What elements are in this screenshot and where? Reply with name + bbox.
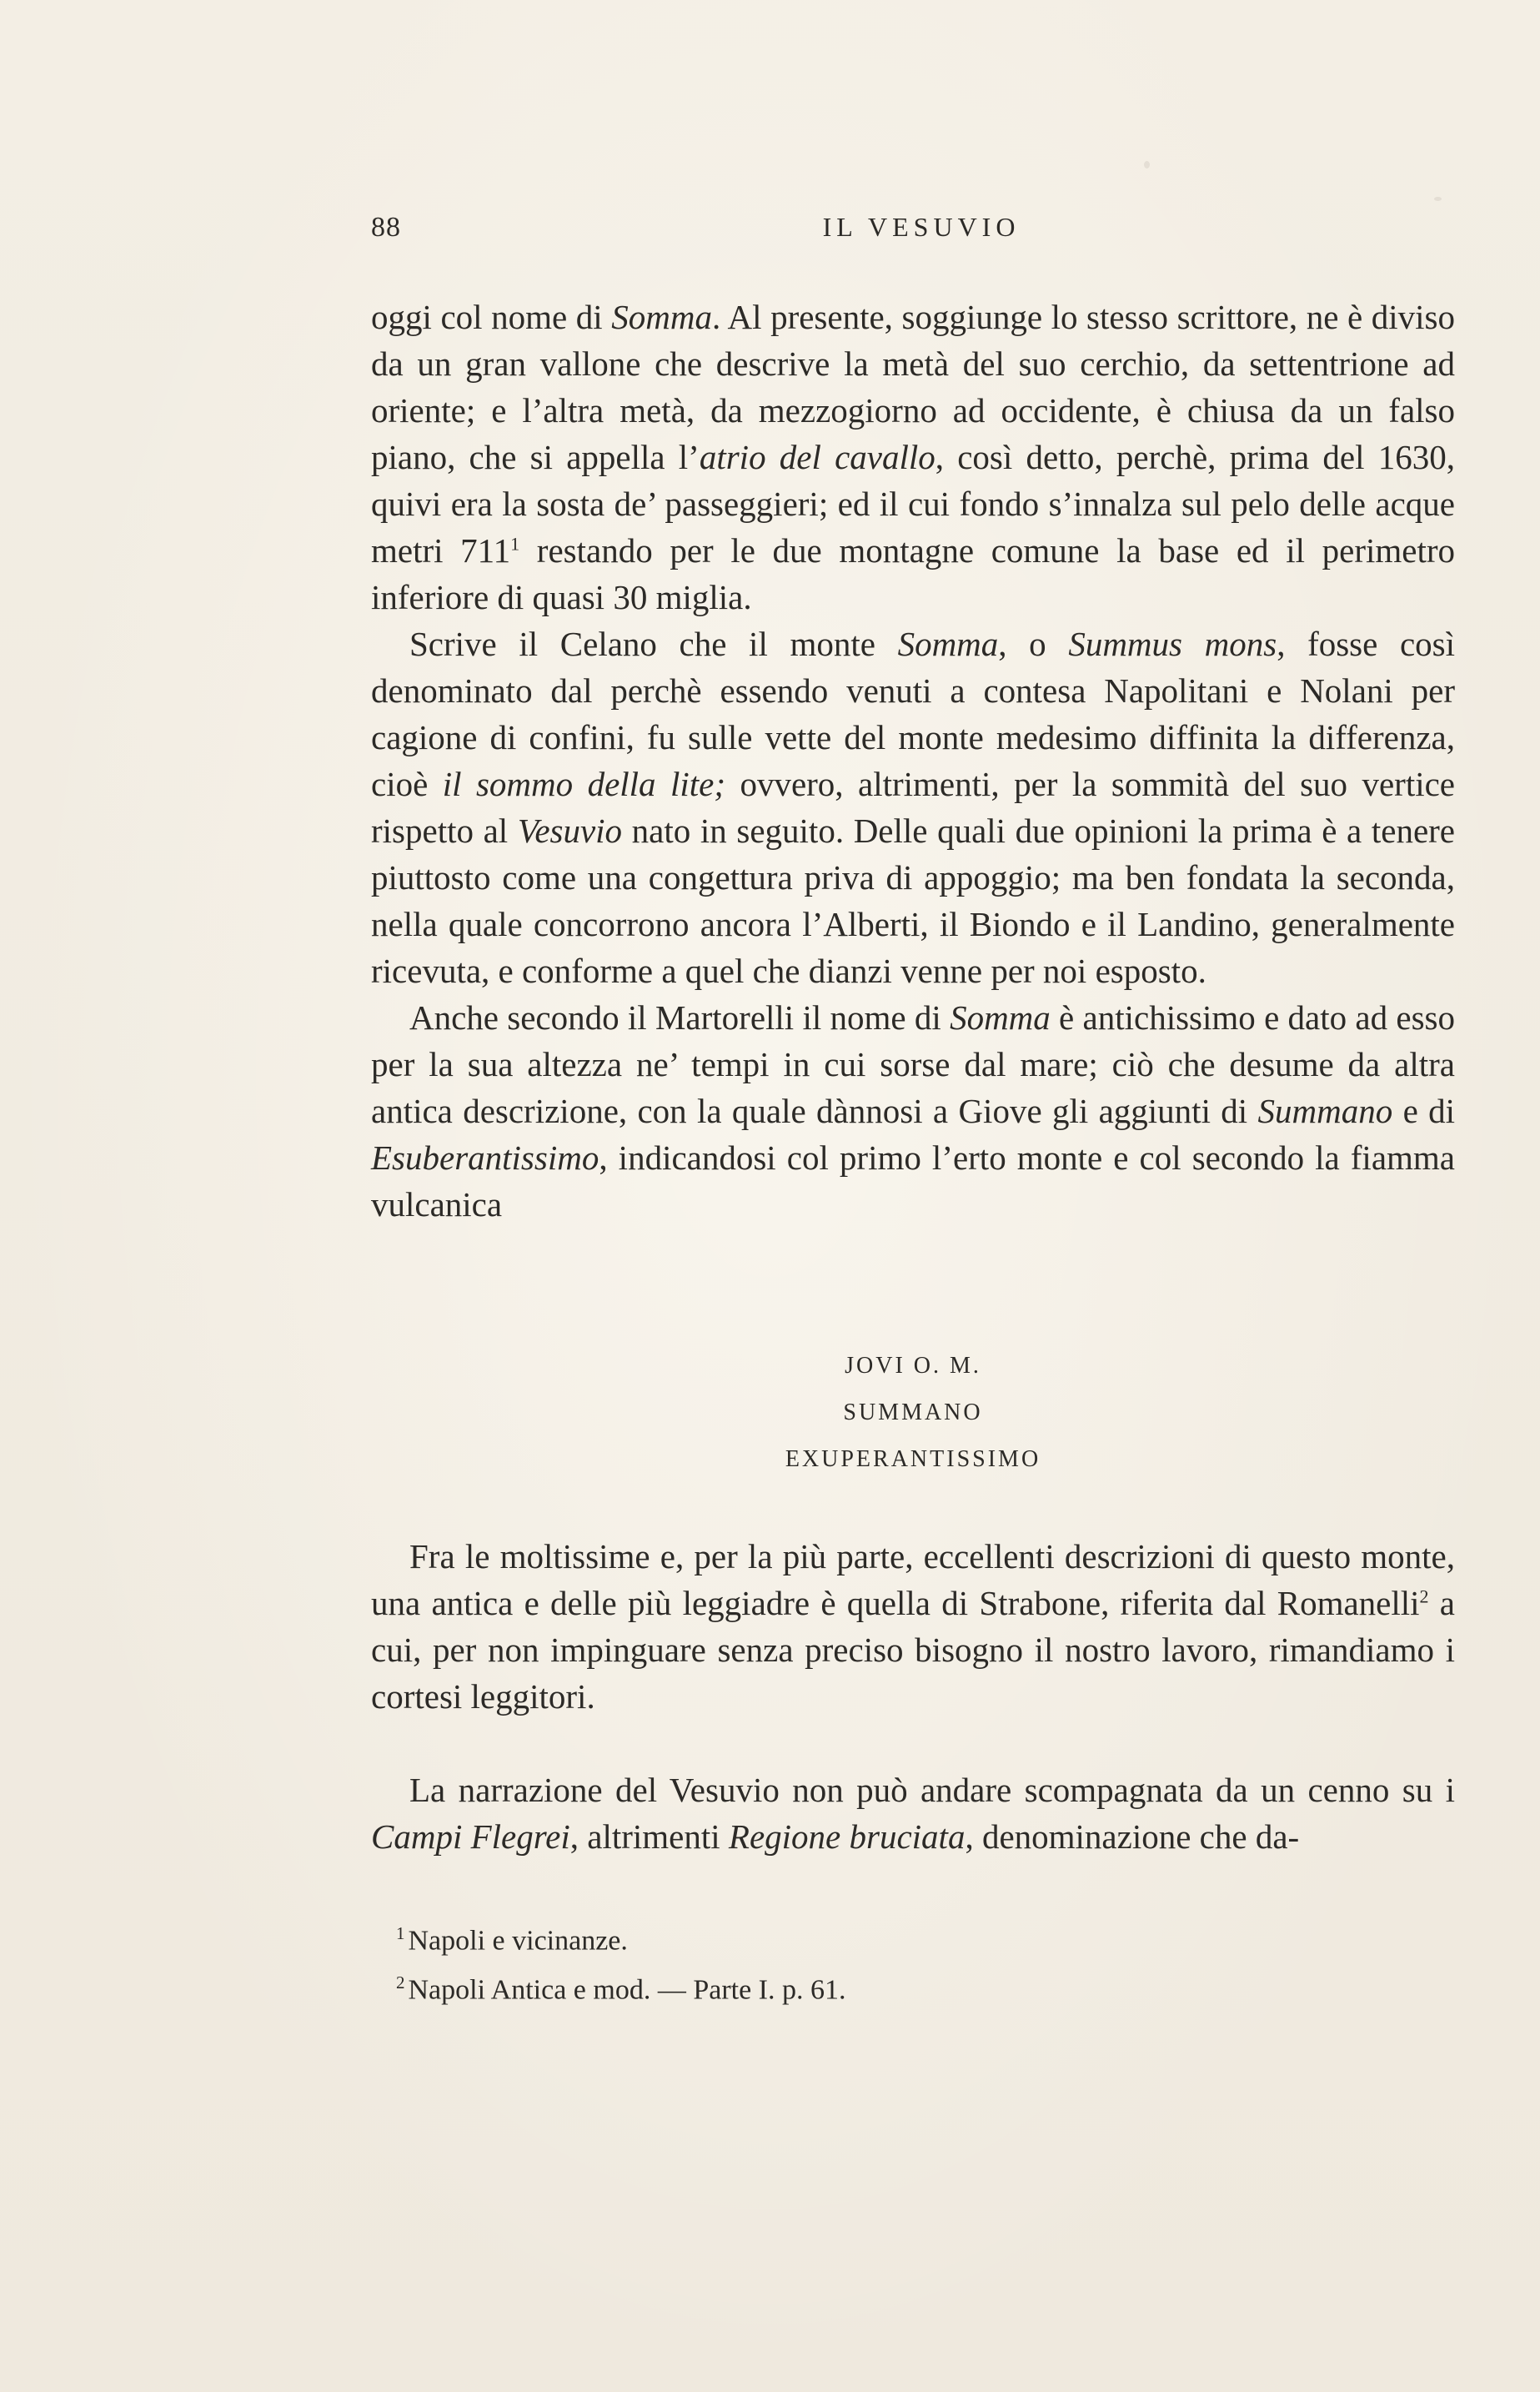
paragraph-3 [371,994,1455,1228]
page-header [371,212,1472,254]
footnote-1 [396,1912,1397,1962]
text-run: , così detto, perchè, prima del 1630, quivi era la sosta de’ passeggieri; ed il cui fondo s’innalza sul pelo delle acque metri 711 [371,438,1455,570]
page-number: 88 [371,212,401,243]
italic-run: il sommo della lite; [442,765,726,803]
text-run: , altrimenti [569,1817,729,1856]
text-block-2 [371,1533,1455,1720]
text-run: a cui, per non impinguare senza preciso bisogno il nostro lavoro, rimandiamo i cortesi leggitori. [371,1584,1455,1716]
italic-run: Somma [897,625,999,663]
paragraph-1 [371,294,1455,621]
ink-spot [1434,197,1442,201]
footnotes [396,1912,1397,2012]
inscription-line: SUMMANO [843,1400,983,1425]
italic-run: Esuberantissimo [371,1138,599,1177]
text-block-3 [371,1766,1455,1860]
footnote-ref-2: 2 [1419,1585,1429,1607]
text-run: oggi col nome di [371,298,612,336]
inscription-line: JOVI O. M. [845,1353,981,1379]
text-run: nato in seguito. Delle quali due opinioni la prima è a tenere piuttosto come una congettura priva di appoggio; ma ben fondata la seconda, nella quale concorrono ancora l’Alberti, il Biondo e il Landino, generalmente ricevuta, e conforme a quel che dianzi venne per noi esposto. [371,812,1456,990]
text-run: e di [1392,1092,1455,1130]
footnote-2 [396,1962,1397,2011]
italic-run: Somma [950,998,1051,1037]
text-run: , fosse così denominato dal perchè essendo venuti a contesa Napolitani e Nolani per cagione di confini, fu sulle vette del monte medesimo diffinita la differenza, cioè [371,625,1455,803]
paragraph-5 [371,1766,1455,1860]
paragraph-2 [371,621,1455,994]
ink-spot [1144,161,1150,168]
text-run: Scrive il Celano che il monte [409,625,898,663]
italic-run: Summus mons [1068,625,1277,663]
text-run: , indicandosi col primo l’erto monte e col secondo la fiamma vulcanica [371,1138,1455,1224]
text-run: , o [998,625,1069,663]
text-run: La narrazione del Vesuvio non può andare scompagnata da un cenno su i [409,1771,1455,1809]
italic-run: Vesuvio [517,812,623,850]
italic-run: Somma [611,298,712,336]
italic-run: Regione bruciata [728,1817,966,1856]
text-run: . Al presente, soggiunge lo stesso scrittore, ne è diviso da un gran vallone che descrive la metà del suo cerchio, da settentrione ad oriente; e l’altra metà, da mezzogiorno ad occidente, è chiusa da un falso piano, che si appella l’ [371,298,1455,476]
text-run: Fra le moltissime e, per la più parte, eccellenti descrizioni di questo monte, una antica e delle più leggiadre è quella di Strabone, riferita dal Romanelli [371,1537,1455,1622]
italic-run: Summano [1257,1092,1393,1130]
italic-run: Campi Flegrei [371,1817,570,1856]
footnote-ref-1: 1 [510,533,520,555]
text-run: , denominazione che da- [965,1817,1300,1856]
text-run: restando per le due montagne comune la base ed il perimetro inferiore di quasi 30 miglia. [371,531,1455,616]
footnote-text: Napoli e vicinanze. [408,1925,628,1957]
inscription-line: EXUPERANTISSIMO [785,1446,1041,1472]
footnote-text: Napoli Antica e mod. — Parte I. p. 61. [408,1974,846,2006]
footnote-mark: 1 [396,1923,405,1943]
running-title: IL VESUVIO [822,212,1021,242]
paragraph-4 [371,1533,1455,1720]
italic-run: atrio del cavallo [699,438,936,476]
text-run: ovvero, altrimenti, per la sommità del suo vertice rispetto al [371,765,1455,850]
footnote-mark: 2 [396,1972,405,1993]
text-run: Anche secondo il Martorelli il nome di [409,998,951,1037]
main-text-block [371,294,1455,1228]
text-run: è antichissimo e dato ad esso per la sua altezza ne’ tempi in cui sorse dal mare; ciò che desume da altra antica descrizione, con la quale dànnosi a Giove gli aggiunti di [371,998,1455,1130]
latin-inscription [371,1343,1455,1483]
